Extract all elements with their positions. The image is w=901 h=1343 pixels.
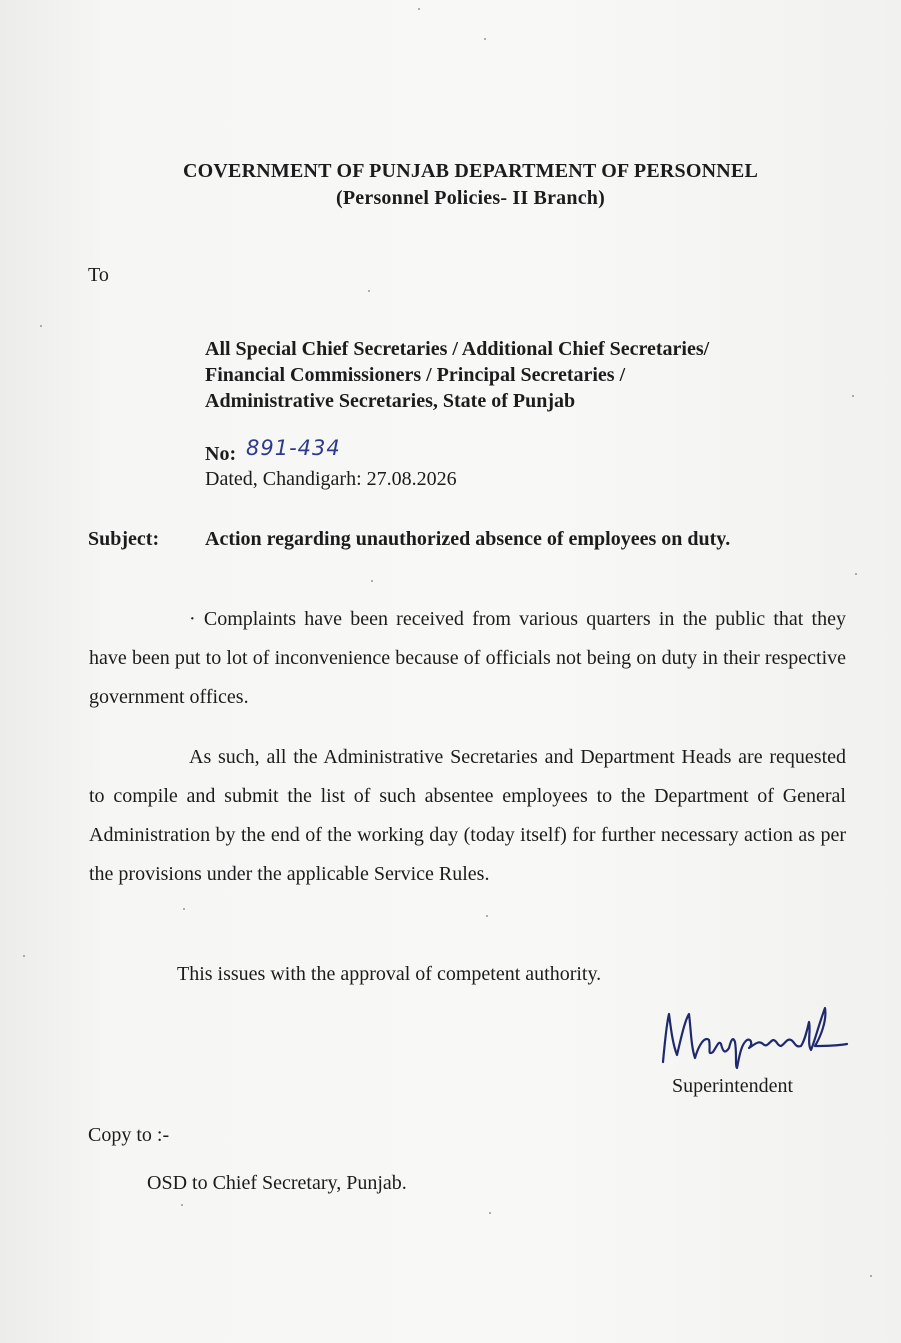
paper-speck (183, 908, 185, 910)
paper-speck (489, 1212, 491, 1214)
paper-speck (855, 573, 857, 575)
branch-heading: (Personnel Policies- II Branch) (336, 187, 605, 209)
paper-speck (181, 1204, 183, 1206)
paper-speck (40, 325, 42, 327)
number-label: No: (205, 443, 237, 465)
to-label: To (88, 264, 109, 286)
paper-speck (486, 915, 488, 917)
dated-line: Dated, Chandigarh: 27.08.2026 (205, 468, 457, 490)
paragraph-complaints: · Complaints have been received from various quarters in the public that they have been put to lot of inconvenience because of officials not being on duty in their respective government offices. (89, 608, 846, 708)
paragraph-approval: This issues with the approval of competent authority. (177, 963, 602, 985)
paper-speck (484, 38, 486, 40)
signature (655, 1000, 855, 1070)
paper-speck (371, 580, 373, 582)
paper-speck (870, 1275, 872, 1277)
copy-to-label: Copy to :- (88, 1124, 170, 1146)
handwritten-number: 891-434 (246, 436, 341, 460)
signatory-title: Superintendent (672, 1075, 794, 1097)
department-heading: COVERNMENT OF PUNJAB DEPARTMENT OF PERSONNEL (183, 160, 758, 182)
addressee-line-1: All Special Chief Secretaries / Additional Chief Secretaries/ (205, 338, 710, 360)
subject-text: Action regarding unauthorized absence of employees on duty. (205, 528, 731, 550)
paper-speck (418, 8, 420, 10)
paper-speck (852, 395, 854, 397)
addressee-line-3: Administrative Secretaries, State of Punjab (205, 390, 576, 412)
copy-recipient: OSD to Chief Secretary, Punjab. (147, 1172, 407, 1194)
paper-speck (368, 290, 370, 292)
addressee-line-2: Financial Commissioners / Principal Secretaries / (205, 364, 626, 386)
paper-speck (23, 955, 25, 957)
subject-label: Subject: (88, 528, 160, 550)
paragraph-instructions: As such, all the Administrative Secretaries and Department Heads are requested to compile and submit the list of such absentee employees to the Department of General Administration by the end of the working day (today itself) for further necessary action as per the provisions under the applicable Service Rules. (89, 746, 846, 885)
